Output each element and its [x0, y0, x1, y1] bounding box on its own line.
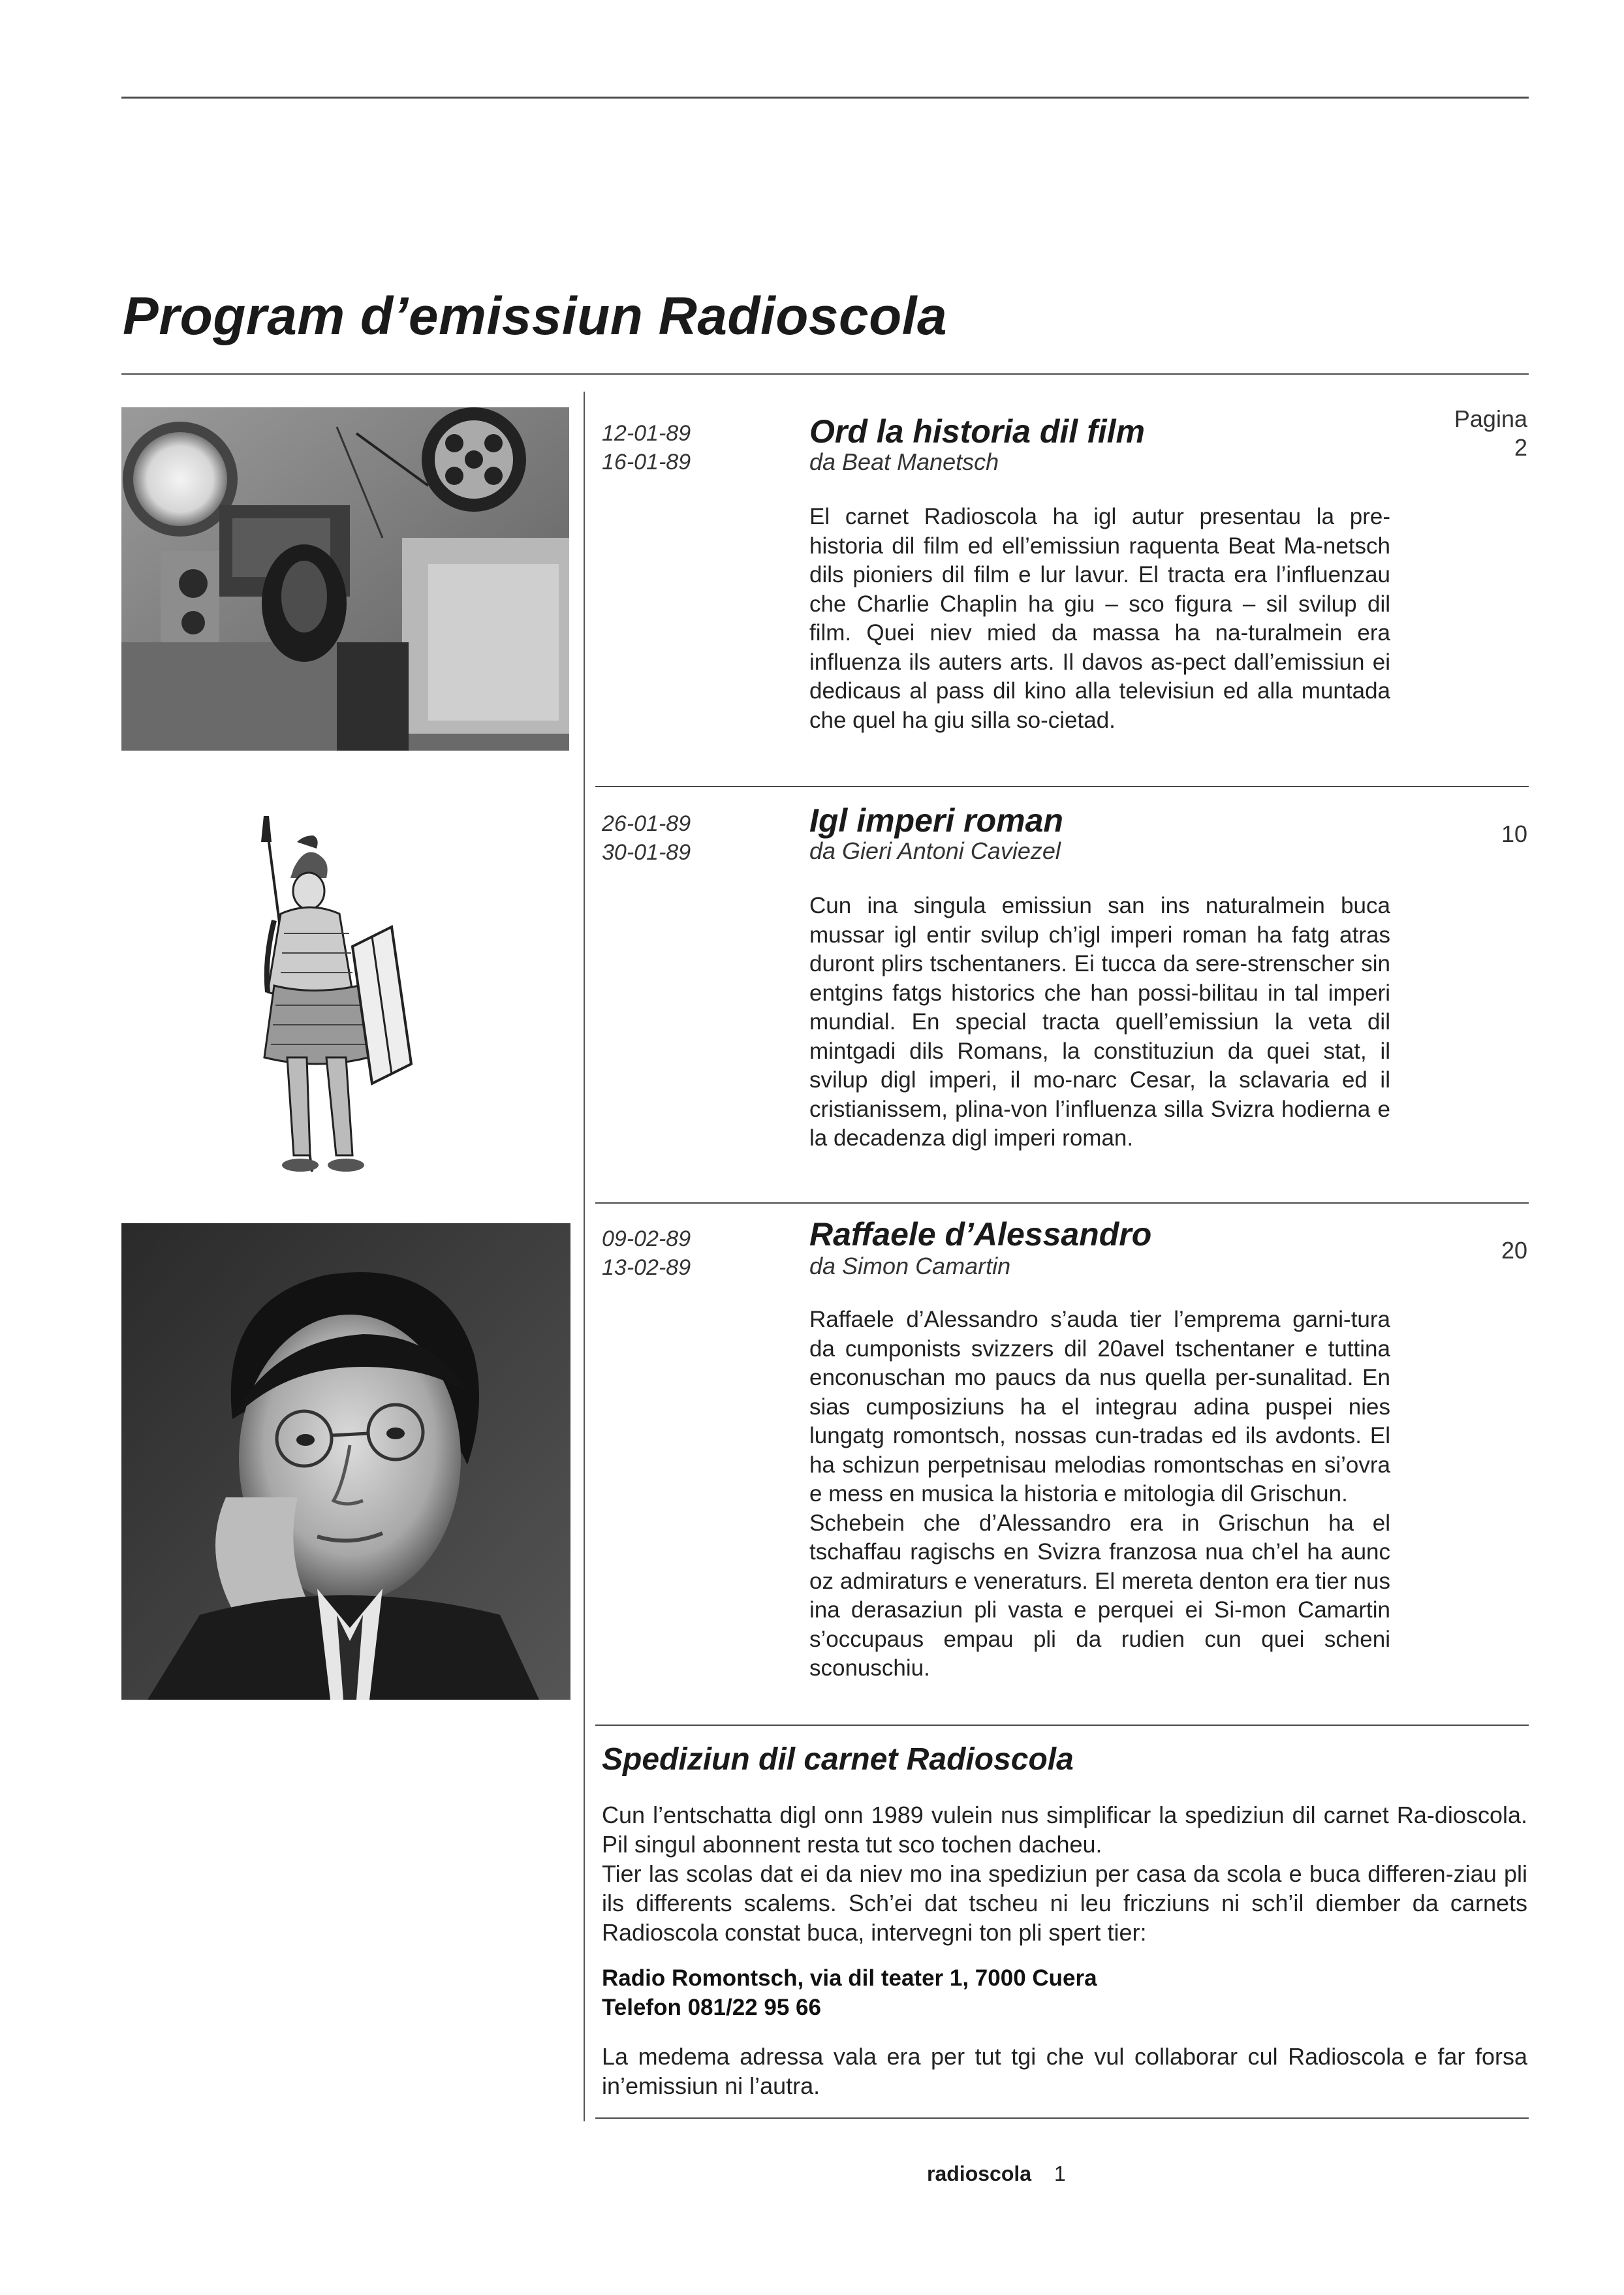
column-divider: [584, 392, 585, 2121]
program-2-author: da Gieri Antoni Caviezel: [809, 837, 1061, 864]
footer: [927, 2162, 1066, 2186]
top-rule: [121, 97, 1529, 99]
program-3-author: da Simon Camartin: [809, 1253, 1011, 1279]
spediziun-text: [602, 1800, 1527, 1947]
program-3-body-p1: Raffaele d’Alessandro s’auda tier l’emprema garni-tura da cumponists svizzers dil 20avel tschentaner e tuttina enconuschan mo paucs da nus quella per-sunalitad. En sias cumposiziuns ha el integrau adina puspei nies lungatg romontsch, nossas cun-tradas ed ils avdonts. El ha schizun perpetnisau melodias romontschas en si’ovra e mess en musica la historia e mitologia dil Grischun.: [809, 1307, 1390, 1507]
footer-label: radioscola: [927, 2162, 1032, 2185]
page-title: Program d’emissiun Radioscola: [123, 287, 948, 346]
footer-page-number: 1: [1054, 2162, 1066, 2185]
spediziun-p3: La medema adressa vala era per tut tgi che vul collaborar cul Radioscola e far forsa in’emissiun ni l’autra.: [602, 2043, 1527, 2099]
program-2-page: 10: [1501, 820, 1527, 847]
program-3-body-p2: Schebein che d’Alessandro era in Grischun ha el tschaffau ragischs en Svizra franzosa nua ch’el ha aunc oz admiraturs e veneraturs. El mereta denton era tier nus ina derasaziun pli vasta e perquei ei Si-mon Camartin s’occupaus empau pli da rudien cun quei scheni sconuschiu.: [809, 1510, 1390, 1681]
program-1-rule: [595, 786, 1529, 787]
roman-soldier-drawing: [235, 816, 431, 1181]
program-3-body: [809, 1305, 1390, 1683]
title-rule: [121, 373, 1529, 375]
program-3-rule: [595, 1725, 1529, 1726]
address-line-1: Radio Romontsch, via dil teater 1, 7000 Cuera: [602, 1965, 1097, 1991]
program-1-title: Ord la historia dil film: [809, 413, 1145, 450]
spediziun-p1: Cun l’entschatta digl onn 1989 vulein nus simplificar la spediziun dil carnet Ra-dioscola. Pil singul abonnent resta tut sco tochen dacheu.: [602, 1802, 1527, 1858]
portrait-photo: [121, 1223, 570, 1700]
address-line-2: Telefon 081/22 95 66: [602, 1995, 821, 2020]
spediziun-address: [602, 1963, 1097, 2022]
spediziun-p2: Tier las scolas dat ei da niev mo ina spediziun per casa da scola e buca differen-ziau pli ils differents scalems. Sch’ei dat tscheu ni leu fricziuns ni sch’il diember da carnets Radioscola constat buca, intervegni ton pli spert tier:: [602, 1860, 1527, 1946]
bottom-rule: [595, 2117, 1529, 2119]
film-projector-photo: [121, 407, 569, 751]
program-2-rule: [595, 1202, 1529, 1204]
spediziun-title: Spediziun dil carnet Radioscola: [602, 1742, 1074, 1777]
program-3-title: Raffaele d’Alessandro: [809, 1216, 1152, 1253]
program-3-page: 20: [1501, 1237, 1527, 1264]
program-1-page: Pagina 2: [1454, 405, 1527, 461]
program-1-author: da Beat Manetsch: [809, 448, 999, 475]
program-1-body: El carnet Radioscola ha igl autur presentau la pre-historia dil film ed ell’emissiun raquenta Beat Ma-netsch dils pioniers dil film e lur lavur. El tracta era l’influenzau che Charlie Chaplin ha giu – sco figura – sil svilup dil film. Quei niev mied da massa ha na-turalmein era influenza ils auters arts. Il davos as-pect dall’emissiun ei dedicaus al pass dil kino alla televisiun ed alla muntada che quel ha giu silla so-cietad.: [809, 504, 1390, 733]
program-2-title: Igl imperi roman: [809, 802, 1063, 839]
program-2-body: Cun ina singula emissiun san ins naturalmein buca mussar igl entir svilup ch’igl imperi roman ha fatg atras duront plirs tschentaners. Ei tucca da sere-strenscher sin entgins fatgs historics che han possi-bilitau in tal imperi mundial. En special tracta quell’emissiun la veta dil mintgadi dils Romans, la constituziun da quei stat, il svilup digl imperi, il mo-narc Cesar, la sclavaria ed il cristianissem, plina-von l’influenza silla Svizra hodierna e la decadenza digl imperi roman.: [809, 893, 1390, 1151]
program-1-dates: 12-01-89 16-01-89: [602, 421, 691, 475]
program-2-dates: 26-01-89 30-01-89: [602, 811, 691, 865]
program-3-dates: 09-02-89 13-02-89: [602, 1226, 691, 1280]
